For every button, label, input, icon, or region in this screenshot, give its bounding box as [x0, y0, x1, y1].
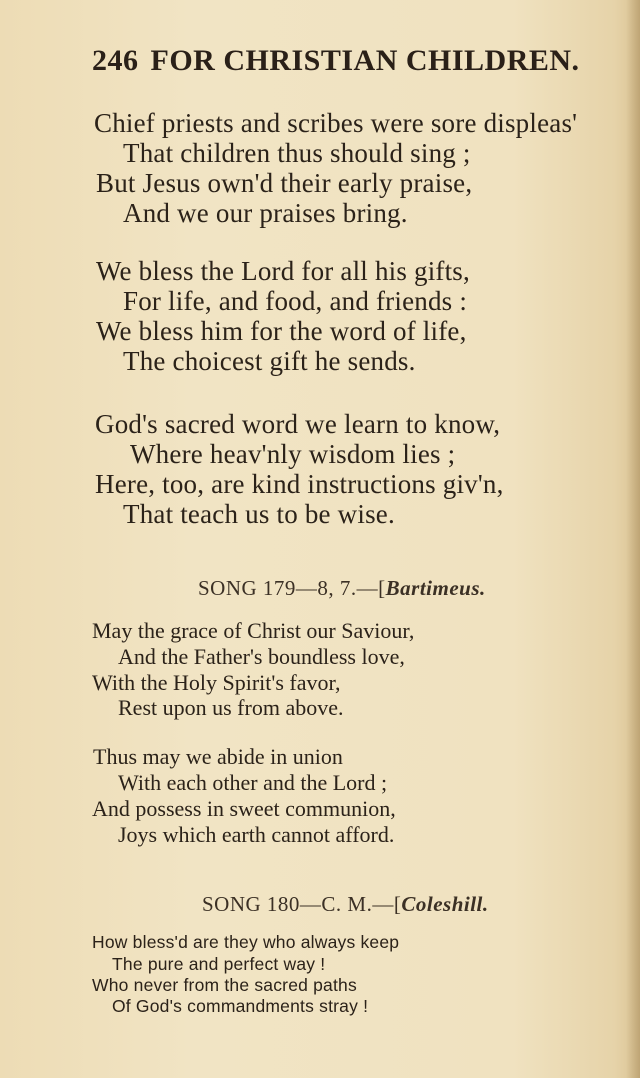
hymn-1-stanza-1-line-3: But Jesus own'd their early praise,: [96, 168, 473, 198]
hymn-1-stanza-3-line-2: Where heav'nly wisdom lies ;: [130, 439, 456, 469]
song-180-stanza-1-line-3: Who never from the sacred paths: [92, 975, 357, 995]
hymn-1-stanza-1-line-4: And we our praises bring.: [123, 198, 408, 228]
page-number: 246: [92, 44, 139, 77]
song-180-heading: [202, 892, 489, 917]
hymn-1-stanza-1-line-2: That children thus should sing ;: [123, 138, 471, 168]
hymn-1-stanza-2-line-4: The choicest gift he sends.: [123, 346, 416, 376]
song-179-stanza-1-line-2: And the Father's boundless love,: [118, 644, 405, 669]
song-179-stanza-1-line-4: Rest upon us from above.: [118, 695, 344, 720]
song-180-stanza-1-line-4: Of God's commandments stray !: [112, 996, 369, 1016]
page-title: FOR CHRISTIAN CHILDREN.: [150, 44, 580, 77]
song-180-tune: Coleshill.: [401, 892, 489, 916]
song-179-number: SONG 179—8, 7.—[: [198, 576, 386, 600]
song-180-stanza-1-line-1: How bless'd are they who always keep: [92, 932, 400, 952]
hymn-1-stanza-2-line-1: We bless the Lord for all his gifts,: [96, 256, 470, 286]
song-179-stanza-2-line-4: Joys which earth cannot afford.: [118, 822, 395, 847]
song-179-stanza-2-line-1: Thus may we abide in union: [93, 744, 343, 769]
page-header: [92, 44, 592, 78]
hymn-1-stanza-2-line-3: We bless him for the word of life,: [96, 316, 467, 346]
song-179-stanza-1-line-3: With the Holy Spirit's favor,: [92, 670, 341, 695]
song-180-number: SONG 180—C. M.—[: [202, 892, 402, 916]
song-179-stanza-1-line-1: May the grace of Christ our Saviour,: [92, 618, 415, 643]
page-edge-shadow: [626, 0, 640, 1078]
song-179-stanza-2-line-2: With each other and the Lord ;: [118, 770, 388, 795]
song-180-stanza-1-line-2: The pure and perfect way !: [112, 954, 326, 974]
hymn-1-stanza-3-line-4: That teach us to be wise.: [123, 499, 395, 529]
song-179-heading: [198, 576, 486, 601]
hymn-1-stanza-1-line-1: Chief priests and scribes were sore displeas': [94, 108, 578, 138]
song-179-stanza-2-line-3: And possess in sweet communion,: [92, 796, 396, 821]
hymn-1-stanza-3-line-3: Here, too, are kind instructions giv'n,: [95, 469, 504, 499]
song-179-tune: Bartimeus.: [385, 576, 486, 600]
hymn-1-stanza-2-line-2: For life, and food, and friends :: [123, 286, 468, 316]
hymn-1-stanza-3-line-1: God's sacred word we learn to know,: [95, 409, 501, 439]
